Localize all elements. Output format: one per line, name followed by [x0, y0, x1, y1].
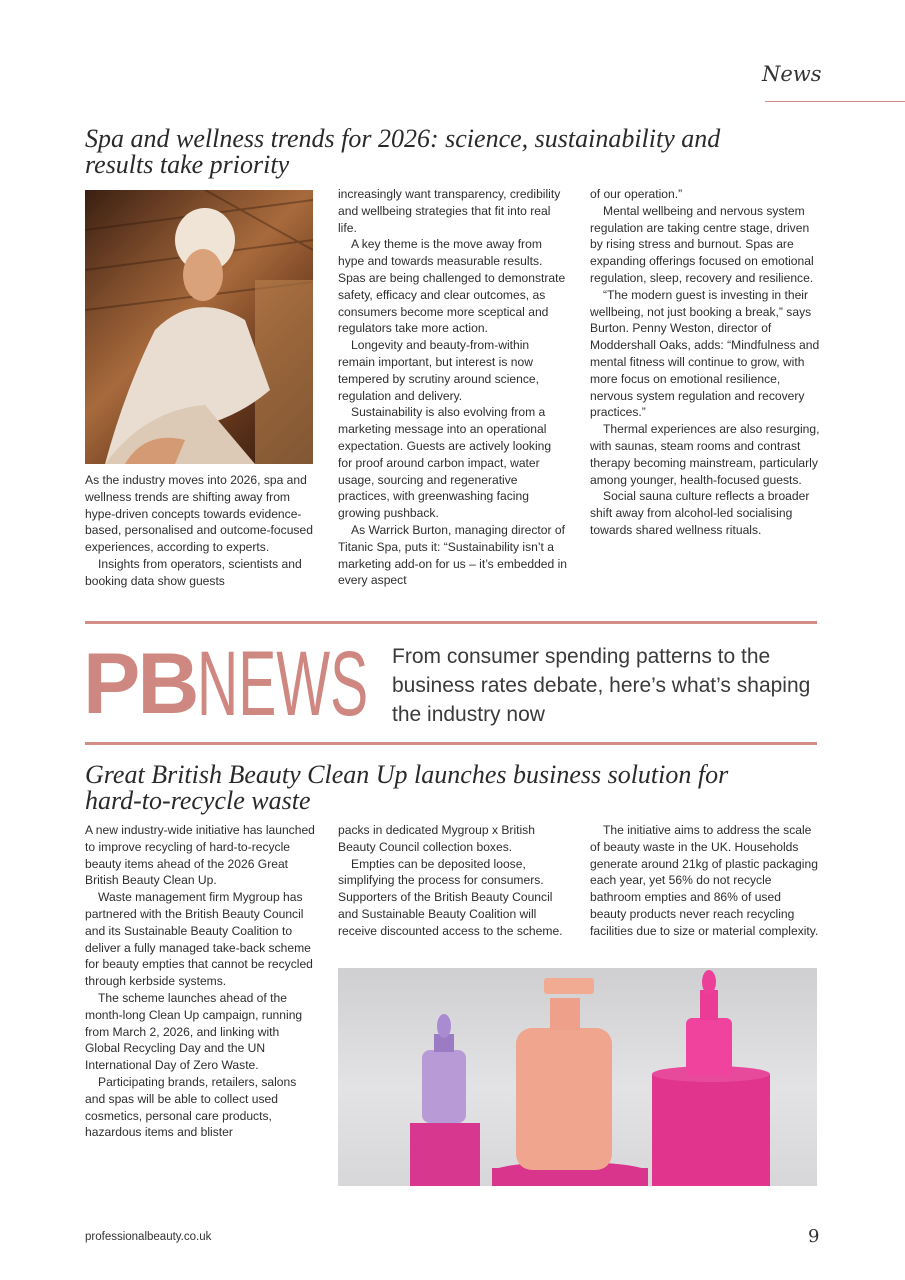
paragraph: Waste management firm Mygroup has partnered with the British Beauty Council and its Sustainable Beauty Coalition to deliver a fully managed take-back scheme for beauty empties that cannot be recycled through kerbside systems. — [85, 890, 313, 989]
beauty-products-photo — [338, 968, 817, 1186]
page-number: 9 — [808, 1226, 820, 1247]
paragraph: As the industry moves into 2026, spa and wellness trends are shifting away from hype-driven concepts towards evidence-based, personalised and outcome-focused experiences, according to experts. — [85, 473, 313, 555]
section-label: News — [762, 62, 822, 86]
paragraph: A new industry-wide initiative has launched to improve recycling of hard-to-recycle beauty items ahead of the 2026 Great British Beauty Clean Up. — [85, 823, 315, 888]
paragraph: of our operation.” — [590, 187, 683, 201]
article1-column-3 — [590, 186, 820, 539]
paragraph: Insights from operators, scientists and booking data show guests — [85, 556, 302, 588]
sauna-photo — [85, 190, 313, 464]
banner-rule-top — [85, 621, 817, 624]
article1-headline: Spa and wellness trends for 2026: science, sustainability and results take priority — [85, 124, 721, 179]
paragraph: Empties can be deposited loose, simplifying the process for consumers. Supporters of the British Beauty Council and Sustainable Beauty Coalition will receive discounted access to the scheme. — [338, 856, 563, 938]
banner-rule-bottom — [85, 742, 817, 745]
products-illustration — [338, 968, 817, 1186]
article2-column-1 — [85, 822, 315, 1141]
paragraph: As Warrick Burton, managing director of Titanic Spa, puts it: “Sustainability isn’t a marketing add-on for us – it’s embedded in every aspect — [338, 522, 568, 588]
pb-logo-text: PB — [83, 636, 197, 732]
article2-column-3 — [590, 822, 820, 940]
article1-column-1 — [85, 472, 313, 590]
paragraph: Thermal experiences are also resurging, with saunas, steam rooms and contrast therapy becoming mainstream, particularly among younger, health-focused guests. — [590, 422, 820, 487]
paragraph: packs in dedicated Mygroup x British Beauty Council collection boxes. — [338, 823, 535, 854]
paragraph: “The modern guest is investing in their wellbeing, not just booking a break,” says Burton. Penny Weston, director of Moddershall Oaks, adds: “Mindfulness and mental fitness will continue to grow, with more focus on emotional resilience, nervous system regulation and recovery practices.” — [590, 287, 820, 420]
paragraph: Social sauna culture reflects a broader shift away from alcohol-led socialising towards shared wellness rituals. — [590, 489, 810, 537]
paragraph: The initiative aims to address the scale of beauty waste in the UK. Households generate around 21kg of plastic packaging each year, yet 56% do not recycle bathroom empties and 86% of used beauty products never reach recycling facilities due to size or material complexity. — [590, 823, 819, 938]
paragraph: Sustainability is also evolving from a marketing message into an operational expectation. Guests are actively looking for proof around carbon impact, water usage, sourcing and regenerative practices, with greenwashing facing growing pushback. — [338, 405, 552, 521]
article2-column-2 — [338, 822, 568, 940]
paragraph: Mental wellbeing and nervous system regulation are taking centre stage, driven by rising stress and burnout. Spas are expanding offerings focused on emotional regulation, sleep, recovery and resilience. — [590, 203, 814, 285]
sauna-illustration — [85, 190, 313, 464]
paragraph: Participating brands, retailers, salons and spas will be able to collect used cosmetics, personal care products, hazardous items and blister — [85, 1074, 297, 1140]
article2-headline: Great British Beauty Clean Up launches business solution for hard-to-recycle waste — [85, 760, 729, 815]
article1-column-2 — [338, 186, 568, 589]
paragraph: increasingly want transparency, credibility and wellbeing strategies that fit into real life. — [338, 187, 561, 235]
paragraph: Longevity and beauty-from-within remain important, but interest is now tempered by scrutiny around science, regulation and delivery. — [338, 338, 539, 403]
news-logo-text: NEWS — [197, 633, 369, 735]
paragraph: The scheme launches ahead of the month-long Clean Up campaign, running from March 2, 2026, and linking with Global Recycling Day and the UN International Day of Zero Waste. — [85, 990, 303, 1073]
section-rule — [765, 101, 905, 102]
footer-url: professionalbeauty.co.uk — [85, 1231, 212, 1243]
paragraph: A key theme is the move away from hype and towards measurable results. Spas are being challenged to demonstrate safety, efficacy and clear outcomes, as consumers become more sceptical and regulators take more action. — [338, 237, 566, 336]
banner-tagline: From consumer spending patterns to the business rates debate, here’s what’s shaping the industry now — [392, 645, 811, 726]
